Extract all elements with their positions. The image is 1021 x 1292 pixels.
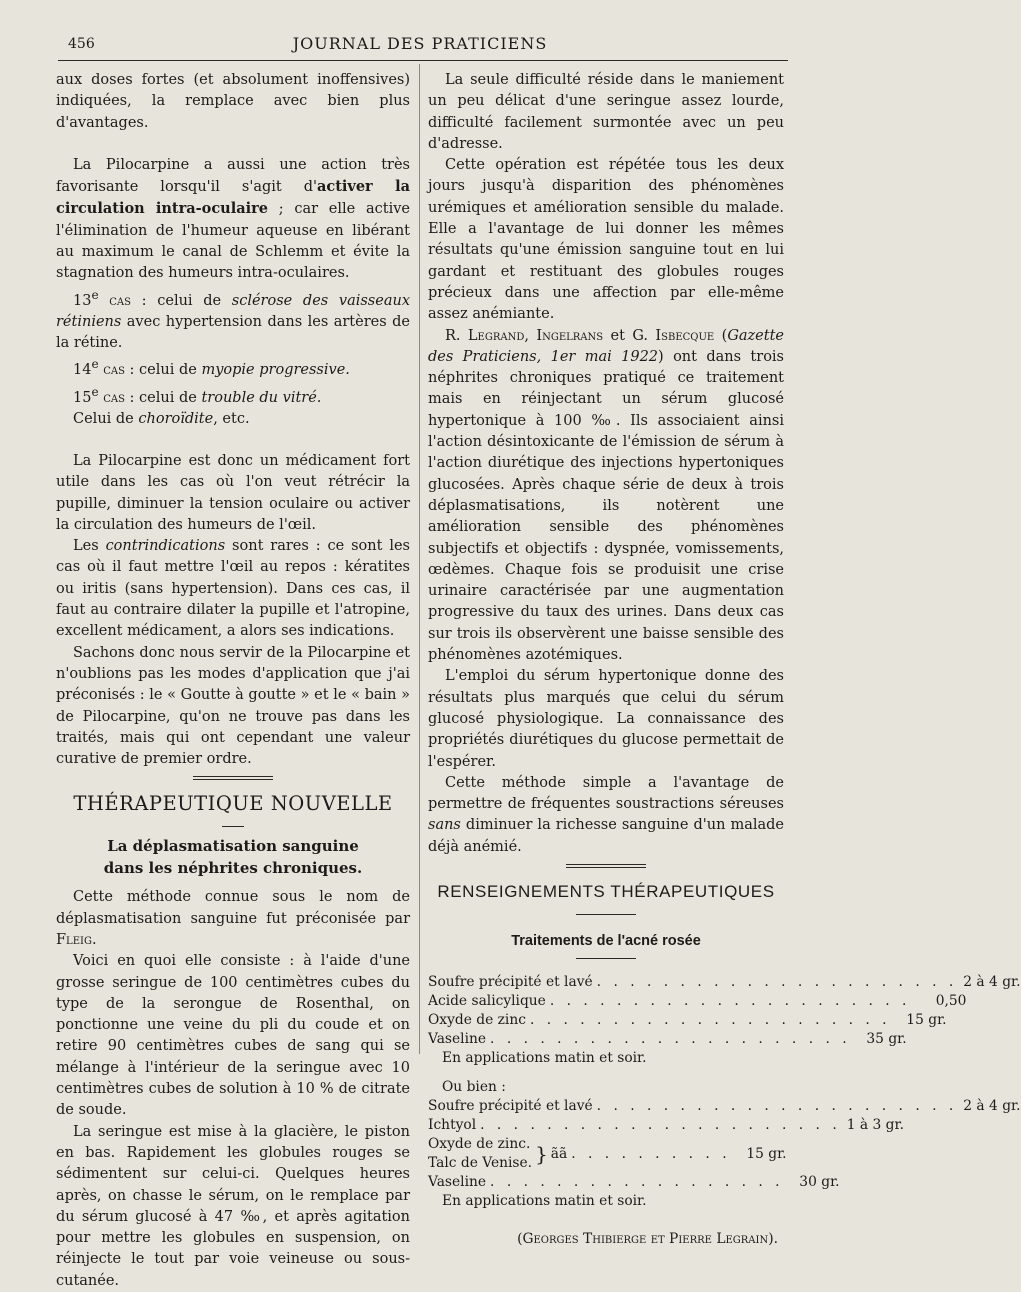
- ingredient-name: Oxyde de zinc.: [428, 1136, 531, 1153]
- prescription-row: [428, 973, 1021, 992]
- leader-dots: . . . . . . . . . . . . . . . . . . . . . .: [480, 1117, 841, 1134]
- leader-dots: . . . . . . . . . . . . . . . . . . . . . .: [529, 1012, 891, 1029]
- case-other: Celui de choroïdite, etc.: [73, 410, 250, 427]
- prescription-pair: [428, 1135, 787, 1173]
- right-column: [428, 70, 1021, 1251]
- paragraph: Sachons donc nous servir de la Pilocarpine et n'oublions pas les modes d'application que j'ai préconisés : le « Goutte à goutte » et le « bain » de Pilocarpine, qu'on ne trouve pas dans les traités, mais qui ont cependant une valeur curative de premier ordre.: [56, 644, 410, 768]
- prescription-note: En applications matin et soir.: [442, 1193, 647, 1210]
- title-rule: [576, 958, 636, 959]
- journal-title: JOURNAL DES PRATICIENS: [292, 34, 548, 53]
- prescription-row: [428, 1097, 1021, 1116]
- ingredient-qty: 2 à 4 gr.: [963, 1098, 1021, 1115]
- header-rule: [58, 60, 788, 61]
- paragraph: Les contrindications sont rares : ce sont les cas où il faut mettre l'œil au repos : kératites ou iritis (sans hypertension). Dans ces cas, il faut au contraire dilater la pupille et l'atropine, excellent médicament, a alors ses indications.: [56, 538, 411, 640]
- ingredient-name: Soufre précipité et lavé: [428, 1098, 593, 1115]
- paragraph: Cette opération est répétée tous les deux jours jusqu'à disparition des phénomènes urémiques et amélioration sensible du malade. Elle a l'avantage de lui donner les mêmes résultats qu'une émission sanguine tout en lui gardant et restituant des globules rouges précieux dans une affection par elle-même assez anémiante.: [428, 157, 784, 323]
- ingredient-qty: 15 gr.: [906, 1012, 947, 1029]
- prescription-row: [428, 1116, 904, 1135]
- leader-dots: . . . . . . . . . . . . . . . . . . . . . .: [596, 1098, 958, 1115]
- title-rule: [222, 826, 244, 827]
- paragraph: L'emploi du sérum hypertonique donne des résultats plus marqués que celui du sérum glucosé physiologique. La connaissance des propriétés diurétiques du glucose permettait de l'espérer.: [428, 668, 784, 770]
- section-title: RENSEIGNEMENTS THÉRAPEUTIQUES: [437, 881, 775, 901]
- ingredient-qty: 15 gr.: [746, 1145, 787, 1162]
- ingredient-name: Soufre précipité et lavé: [428, 974, 593, 991]
- ingredient-name: Vaseline: [428, 1031, 487, 1048]
- ingredient-qty: 2 à 4 gr.: [963, 974, 1021, 991]
- sub-title: Traitements de l'acné rosée: [511, 932, 701, 949]
- brace-icon: }: [535, 1141, 548, 1166]
- ingredient-name: Acide salicylique: [428, 993, 546, 1010]
- case-15: 15e cas : celui de trouble du vitré.: [73, 384, 322, 406]
- ana-mark: ãã: [550, 1145, 568, 1162]
- page-header: [60, 30, 780, 52]
- prescription-row: [428, 1030, 907, 1049]
- paragraph: La seule difficulté réside dans le maniement un peu délicat d'une seringue assez lourde, difficulté facilement surmontée avec un peu d'adresse.: [428, 72, 784, 152]
- section-title: THÉRAPEUTIQUE NOUVELLE: [73, 792, 393, 816]
- ingredient-name: Vaseline: [428, 1174, 487, 1191]
- ingredient-qty: 30 gr.: [799, 1174, 840, 1191]
- paragraph: Cette méthode simple a l'avantage de permettre de fréquentes soustractions séreuses sans diminuer la richesse sanguine d'un malade déjà anémié.: [428, 774, 784, 855]
- case-13: 13e cas : celui de sclérose des vaisseaux rétiniens avec hypertension dans les artères de la rétine.: [56, 287, 410, 352]
- leader-dots: . . . . . . . . . . . . . . . . . . . . . .: [549, 993, 911, 1010]
- column-divider: [419, 64, 420, 1054]
- ingredient-qty: 0,50: [935, 993, 967, 1010]
- paragraph: La Pilocarpine est donc un médicament fort utile dans les cas où l'on veut rétrécir la pupille, diminuer la tension oculaire ou activer la circulation des humeurs de l'œil.: [56, 452, 410, 533]
- paragraph: Cette méthode connue sous le nom de déplasmatisation sanguine fut préconisée par Fleig.: [56, 889, 410, 948]
- prescription-1: [428, 973, 1021, 1211]
- paragraph: Voici en quoi elle consiste : à l'aide d'une grosse seringue de 100 centimètres cubes du type de la serongue de Rosenthal, on ponctionne une veine du pli du coude et on retire 90 centimètres cubes de sang qui se mélange à l'intérieur de la seringue avec 10 centimètres cubes de solution à 10 % de citrate de soude.: [56, 953, 410, 1119]
- section-divider: [193, 776, 273, 780]
- title-rule: [576, 914, 636, 915]
- leader-dots: . . . . . . . . . . . . . . . . . .: [490, 1174, 784, 1191]
- page-number: 456: [68, 36, 95, 52]
- ingredient-qty: 35 gr.: [866, 1031, 907, 1048]
- prescription-row: [428, 1011, 947, 1030]
- leader-dots: . . . . . . . . . . . . . . . . . . . . . .: [490, 1031, 851, 1048]
- paragraph: La seringue est mise à la glacière, le piston en bas. Rapidement les globules rouges se sédimentent sur celui-ci. Quelques heures après, on chasse le sérum, on le remplace par du sérum glucosé à 47 ‰, et après agitation pour mettre les globules en suspension, on réinjecte le tout par voie veineuse ou sous-cutanée.: [56, 1123, 410, 1289]
- ingredient-qty: 1 à 3 gr.: [846, 1117, 904, 1134]
- paragraph: R. Legrand, Ingelrans et G. Isbecque (Gazette des Praticiens, 1er mai 1922) ont dans trois néphrites chroniques pratiqué ce traitement mais en réinjectant un sérum glucosé hypertonique à 100 ‰. Ils associaient ainsi l'action désintoxicante de l'émission de sérum à l'action diurétique des injections hypertoniques glucosées. Après chaque série de deux à trois déplasmatisations, ils notèrent une amélioration sensible des phénomènes subjectifs et objectifs : dyspnée, vomissements, œdèmes. Chaque fois se produisit une crise urinaire caractérisée par une augmentation progressive du taux des urines. Dans deux cas sur trois ils observèrent une baisse sensible des phénomènes azotémiques.: [428, 327, 785, 664]
- paragraph: La Pilocarpine a aussi une action très favorisante lorsqu'il s'agit d'activer la circulation intra-oculaire ; car elle active l'élimination de l'humeur aqueuse en libérant au maximum le canal de Schlemm et évite la stagnation des humeurs intra-oculaires.: [56, 156, 411, 282]
- ingredient-name: Talc de Venise.: [428, 1155, 533, 1172]
- alternative-label: Ou bien :: [442, 1079, 506, 1096]
- leader-dots: . . . . . . . . . . . . . . . . . . . . . .: [596, 974, 958, 991]
- prescription-row: [428, 1173, 840, 1192]
- case-14: 14e cas : celui de myopie progressive.: [73, 357, 350, 379]
- prescription-note: En applications matin et soir.: [442, 1050, 647, 1067]
- prescription-row: [428, 992, 967, 1011]
- article-title: La déplasmatisation sanguine dans les néphrites chroniques.: [103, 837, 363, 878]
- ingredient-name: Oxyde de zinc: [428, 1012, 526, 1029]
- paragraph: aux doses fortes (et absolument inoffensives) indiquées, la remplace avec bien plus d'avantages.: [56, 72, 410, 131]
- left-column: [56, 70, 410, 1292]
- section-divider: [566, 864, 646, 868]
- ingredient-name: Ichtyol: [428, 1117, 477, 1134]
- leader-dots: . . . . . . . . . .: [571, 1145, 731, 1162]
- signature: (Georges Thibierge et Pierre Legrain).: [517, 1231, 778, 1248]
